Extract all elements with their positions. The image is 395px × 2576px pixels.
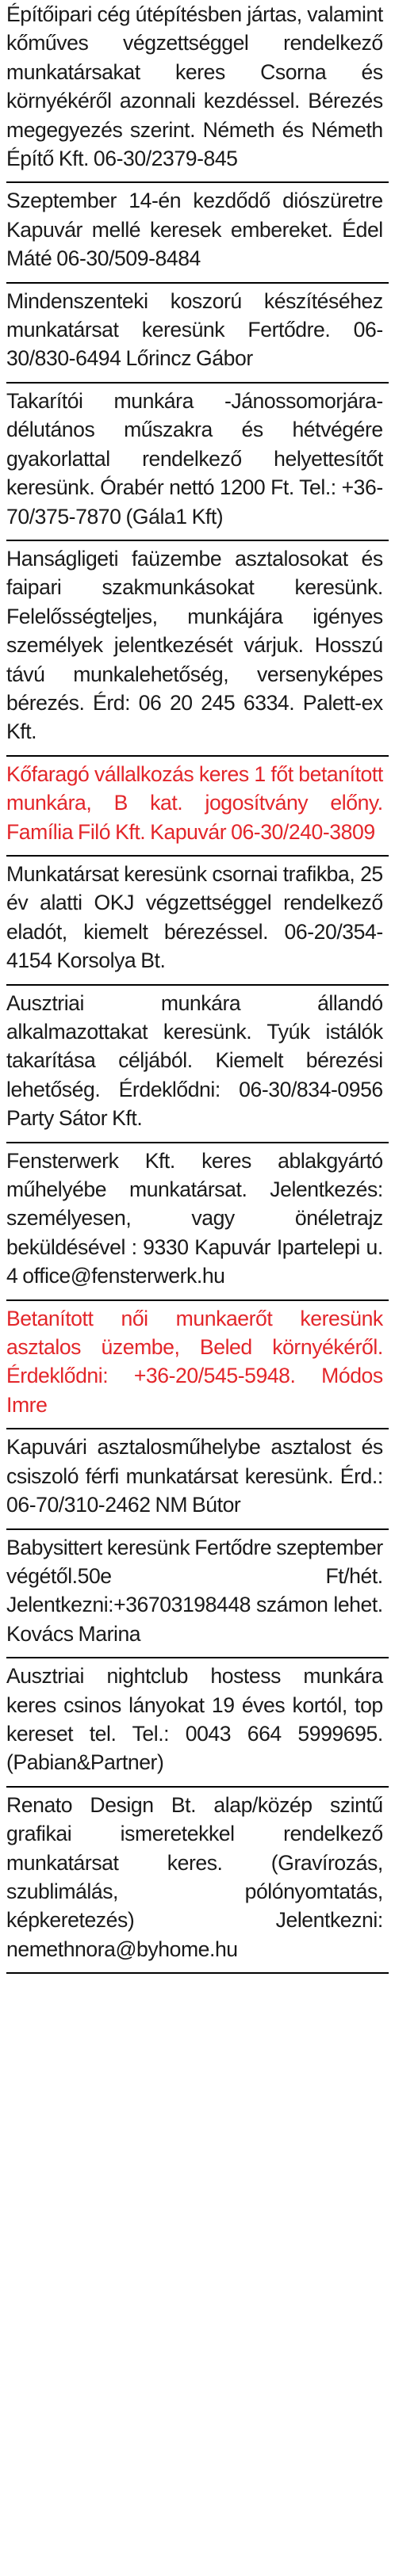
classified-ad-6 [6,757,389,857]
classified-ad-4 [6,384,389,541]
classified-ad-2 [6,183,389,283]
ad-text: Hanságligeti faüzembe asztalosokat és faipari szakmunkásokat keresünk. Felelősségteljes, munkájára igényes személyek jelentkezését várjuk. Hosszú távú munkalehetőség, versenyképes bérezés. Érd: 06 20 245 6334. Palett-ex Kft. [6,546,383,744]
classified-ad-14 [6,1788,389,1974]
ad-text: Takarítói munkára -Jánossomorjára- délutános műszakra és hétvégére gyakorlattal rendelkező helyettesítőt keresünk. Órabér nettó 1200 Ft. Tel.: +36-70/375-7870 (Gála1 Kft) [6,388,383,529]
classified-ad-8 [6,986,389,1143]
ad-text: Betanított női munkaerőt keresünk asztalos üzembe, Beled környékéről. Érdeklődni: +36-20/545-5948. Módos Imre [6,1306,383,1417]
classified-ad-11 [6,1429,389,1529]
ad-text: Ausztriai munkára állandó alkalmazottakat keresünk. Tyúk istálók takarítása céljából. Kiemelt bérezési lehetőség. Érdeklődni: 06-30/834-0956 Party Sátor Kft. [6,990,383,1131]
ad-text: Kapuvári asztalosműhelybe asztalost és csiszoló férfi munkatársat keresünk. Érd.: 06-70/310-2462 NM Bútor [6,1435,383,1517]
ad-text: Babysittert keresünk Fertődre szeptember végétől.50e Ft/hét. Jelentkezni:+36703198448 számon lehet. Kovács Marina [6,1535,383,1646]
ad-text: Mindenszenteki koszorú készítéséhez munkatársat keresünk Fertődre. 06-30/830-6494 Lőrincz Gábor [6,288,383,371]
classified-ad-10 [6,1301,389,1430]
classified-ad-3 [6,284,389,384]
ad-text: Kőfaragó vállalkozás keres 1 főt betanított munkára, B kat. jogosítvány előny. Família Filó Kft. Kapuvár 06-30/240-3809 [6,761,383,844]
classified-ad-13 [6,1658,389,1788]
ad-text: Építőipari cég útépítésben jártas, valamint kőműves végzettséggel rendelkező munkatársakat keres Csorna és környékéről azonnali kezdéssel. Bérezés megegyezés szerint. Németh és Németh Építő Kft. 06-30/2379-845 [6,2,383,171]
classified-ad-7 [6,857,389,986]
ad-text: Szeptember 14-én kezdődő diószüretre Kapuvár mellé keresek embereket. Édel Máté 06-30/509-8484 [6,189,383,271]
classified-ad-12 [6,1530,389,1659]
classified-ad-1 [6,0,389,183]
classified-ad-9 [6,1143,389,1301]
ad-text: Renato Design Bt. alap/közép szintű grafikai ismeretekkel rendelkező munkatársat keres. (Gravírozás, szublimálás, pólónyomtatás, képkeretezés) Jelentkezni: nemethnora@byhome.hu [6,1792,383,1961]
ad-text: Ausztriai nightclub hostess munkára keres csinos lányokat 19 éves kortól, top kereset tel. Tel.: 0043 664 5999695. (Pabian&Partner) [6,1664,383,1775]
classified-ad-5 [6,541,389,757]
ad-text: Fensterwerk Kft. keres ablakgyártó műhelyébe munkatársat. Jelentkezés: személyesen, vagy önéletrajz beküldésével : 9330 Kapuvár Ipartelepi u. 4 office@fensterwerk.hu [6,1148,383,1288]
ad-text: Munkatársat keresünk csornai trafikba, 25 év alatti OKJ végzettséggel rendelkező eladót, kiemelt bérezéssel. 06-20/354-4154 Korsolya Bt. [6,861,383,973]
